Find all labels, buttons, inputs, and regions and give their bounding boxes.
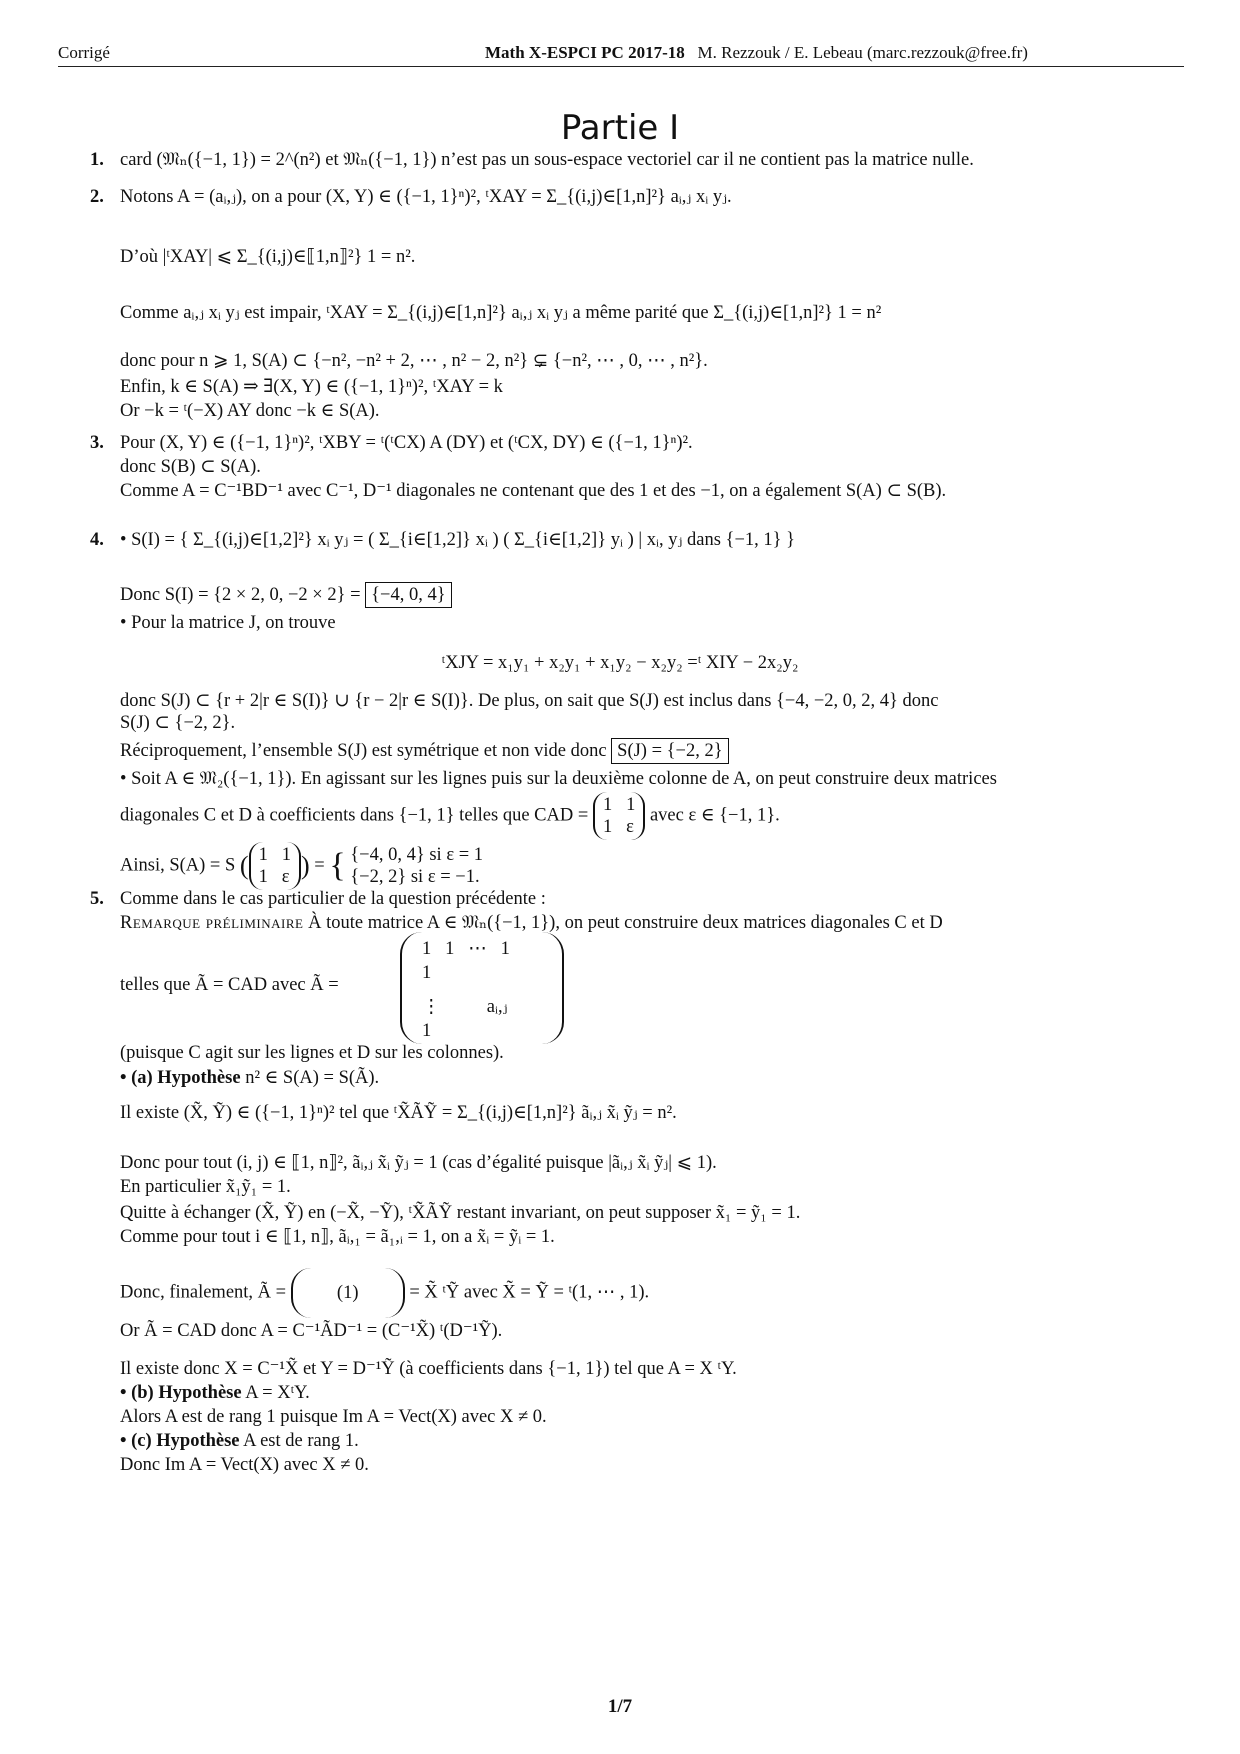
q5-line-13: Alors A est de rang 1 puisque Im A = Vect(X) avec X ≠ 0. — [120, 1407, 547, 1427]
q4-line-2 — [120, 582, 1190, 608]
q3-number: 3. — [90, 433, 104, 453]
q5-number: 5. — [90, 889, 104, 909]
q3-line-3: Comme A = C⁻¹BD⁻¹ avec C⁻¹, D⁻¹ diagonales ne contenant que des 1 et des −1, on a également S(A) ⊂ S(B). — [120, 481, 947, 501]
q5-line-6: Donc pour tout (i, j) ∈ ⟦1, n⟧², ãᵢ,ⱼ x̃ᵢ ỹⱼ = 1 (cas d’égalité puisque |ãᵢ,ⱼ x̃ᵢ ỹⱼ| ⩽ 1). — [120, 1153, 717, 1173]
a-tilde-matrix — [400, 932, 564, 1044]
q5-hyp-c — [120, 1428, 1190, 1454]
q4-line-8-text: diagonales C et D à coefficients dans {−1, 1} telles que CAD = — [120, 805, 589, 826]
q5-hyp-a — [120, 1065, 1190, 1091]
ones-matrix: (1) — [291, 1268, 405, 1318]
q5-line-10 — [120, 1268, 1190, 1318]
q5-line-7: En particulier x̃₁ỹ₁ = 1. — [120, 1177, 291, 1197]
q4-line-9: Ainsi, S(A) = S ( 1 1 1 ε ) = { {−4, 0, 4} si ε = 1 {−2, 2} si ε = −1. — [120, 842, 1190, 890]
hyp-c-label: • (c) Hypothèse — [120, 1431, 240, 1451]
q4-line-8 — [120, 792, 1190, 840]
q4-line-7: • Soit A ∈ 𝔐₂({−1, 1}). En agissant sur les lignes puis sur la deuxième colonne de A, on peut construire deux matrices — [120, 769, 997, 789]
q2-line-2: D’où |ᵗXAY| ⩽ Σ_{(i,j)∈⟦1,n⟧²} 1 = n². — [120, 247, 416, 267]
q5-line-1: Comme dans le cas particulier de la question précédente : — [120, 889, 546, 909]
q4-line-4: donc S(J) ⊂ {r + 2|r ∈ S(I)} ∪ {r − 2|r ∈ S(I)}. De plus, on sait que S(J) est inclus dans {−4, −2, 0, 2, 4} donc — [120, 691, 939, 711]
q5-line-10-end: = X̃ ᵗỸ avec X̃ = Ỹ = ᵗ(1, ⋯ , 1). — [409, 1282, 650, 1303]
header-authors: M. Rezzouk / E. Lebeau (marc.rezzouk@free.fr) — [697, 43, 1028, 62]
hyp-b-label: • (b) Hypothèse — [120, 1383, 242, 1403]
q2-line-4: donc pour n ⩾ 1, S(A) ⊂ {−n², −n² + 2, ⋯ , n² − 2, n²} ⊊ {−n², ⋯ , 0, ⋯ , n²}. — [120, 351, 708, 371]
q2-line-6: Or −k = ᵗ(−X) AY donc −k ∈ S(A). — [120, 401, 380, 421]
q4-line-6-text: Réciproquement, l’ensemble S(J) est symétrique et non vide donc — [120, 741, 607, 761]
q4-line-3: • Pour la matrice J, on trouve — [120, 613, 336, 633]
q5-line-8: Quitte à échanger (X̃, Ỹ) en (−X̃, −Ỹ), ᵗX̃ÃỸ restant invariant, on peut supposer x̃₁ = ỹ₁ = 1. — [120, 1203, 801, 1223]
q5-line-4: (puisque C agit sur les lignes et D sur les colonnes). — [120, 1043, 504, 1063]
sa-matrix: 1 1 1 ε — [249, 842, 301, 890]
q4-line-1: • S(I) = { Σ_{(i,j)∈[1,2]²} xᵢ yⱼ = ( Σ_{i∈[1,2]} xᵢ ) ( Σ_{i∈[1,2]} yᵢ ) | xᵢ, yⱼ dans {−1, 1} } — [120, 530, 796, 550]
hyp-a-text: n² ∈ S(A) = S(Ã). — [245, 1068, 380, 1088]
page-title: Partie I — [560, 108, 680, 148]
mat-row-2: 1 — [422, 963, 432, 983]
header-course: Math X-ESPCI PC 2017-18 — [485, 43, 685, 62]
hyp-c-text: A est de rang 1. — [243, 1431, 359, 1451]
q4-line-6 — [120, 738, 1190, 764]
q2-number: 2. — [90, 187, 104, 207]
header-rule — [58, 66, 1184, 67]
header-right — [485, 40, 1028, 66]
q4-sj-box: S(J) = {−2, 2} — [611, 738, 728, 764]
q5-line-12: Il existe donc X = C⁻¹X̃ et Y = D⁻¹Ỹ (à coefficients dans {−1, 1}) tel que A = X ᵗY. — [120, 1359, 737, 1379]
q4-equation: ᵗXJY = x₁y₁ + x₂y₁ + x₁y₂ − x₂y₂ =ᵗ XIY − 2x₂y₂ — [441, 653, 799, 673]
q3-line-2: donc S(B) ⊂ S(A). — [120, 457, 261, 477]
q3-line-1: Pour (X, Y) ∈ ({−1, 1}ⁿ)², ᵗXBY = ᵗ(ᵗCX) A (DY) et (ᵗCX, DY) ∈ ({−1, 1}ⁿ)². — [120, 433, 693, 453]
mat-row-3: ⋮ aᵢ,ⱼ — [422, 997, 508, 1017]
q5-line-10-text: Donc, finalement, Ã = — [120, 1282, 287, 1303]
q4-line-8-end: avec ε ∈ {−1, 1}. — [649, 805, 780, 826]
case-2: {−2, 2} si ε = −1. — [350, 867, 480, 887]
page-number: 1/7 — [607, 1696, 633, 1717]
q5-line-5: Il existe (X̃, Ỹ) ∈ ({−1, 1}ⁿ)² tel que ᵗX̃ÃỸ = Σ_{(i,j)∈[1,n]²} ãᵢ,ⱼ x̃ᵢ ỹⱼ = n². — [120, 1103, 677, 1123]
q5-hyp-b — [120, 1380, 1190, 1406]
q4-number: 4. — [90, 530, 104, 550]
hyp-a-label: • (a) Hypothèse — [120, 1068, 241, 1088]
q5-line-3: telles que Ã = CAD avec Ã = — [120, 975, 339, 995]
q1-number: 1. — [90, 150, 104, 170]
q2-line-1: Notons A = (aᵢ,ⱼ), on a pour (X, Y) ∈ ({−1, 1}ⁿ)², ᵗXAY = Σ_{(i,j)∈[1,n]²} aᵢ,ⱼ xᵢ yⱼ. — [120, 187, 732, 207]
q5-remark-label: Remarque préliminaire — [120, 913, 304, 933]
q4-line-9-text: Ainsi, S(A) = S — [120, 855, 236, 876]
case-1: {−4, 0, 4} si ε = 1 — [350, 845, 484, 865]
q4-line-2-text: Donc S(I) = {2 × 2, 0, −2 × 2} = — [120, 585, 361, 605]
q5-line-11: Or Ã = CAD donc A = C⁻¹ÃD⁻¹ = (C⁻¹X̃) ᵗ(D⁻¹Ỹ). — [120, 1321, 503, 1341]
header-left: Corrigé — [58, 43, 110, 62]
mat-row-1: 1 1 ⋯ 1 — [422, 939, 510, 959]
q4-result-box: {−4, 0, 4} — [365, 582, 451, 608]
mat-row-4: 1 — [422, 1021, 432, 1041]
q4-line-5: S(J) ⊂ {−2, 2}. — [120, 713, 236, 733]
cad-matrix: 1 1 1 ε — [593, 792, 645, 840]
q2-line-5: Enfin, k ∈ S(A) ⇒ ∃(X, Y) ∈ ({−1, 1}ⁿ)², ᵗXAY = k — [120, 377, 503, 397]
q5-line-9: Comme pour tout i ∈ ⟦1, n⟧, ãᵢ,₁ = ã₁,ᵢ = 1, on a x̃ᵢ = ỹᵢ = 1. — [120, 1227, 555, 1247]
q2-line-3: Comme aᵢ,ⱼ xᵢ yⱼ est impair, ᵗXAY = Σ_{(i,j)∈[1,n]²} aᵢ,ⱼ xᵢ yⱼ a même parité que Σ_{(i,j)∈[1,n]²} 1 = n² — [120, 303, 882, 323]
q5-line-2 — [120, 910, 1190, 936]
q1-text: card (𝔐ₙ({−1, 1}) = 2^(n²) et 𝔐ₙ({−1, 1}) n’est pas un sous-espace vectoriel car il ne contient pas la matrice nulle. — [120, 150, 974, 170]
q5-line-2-text: À toute matrice A ∈ 𝔐ₙ({−1, 1}), on peut construire deux matrices diagonales C et D — [308, 913, 943, 933]
hyp-b-text: A = XᵗY. — [245, 1383, 310, 1403]
q5-line-14: Donc Im A = Vect(X) avec X ≠ 0. — [120, 1455, 369, 1475]
